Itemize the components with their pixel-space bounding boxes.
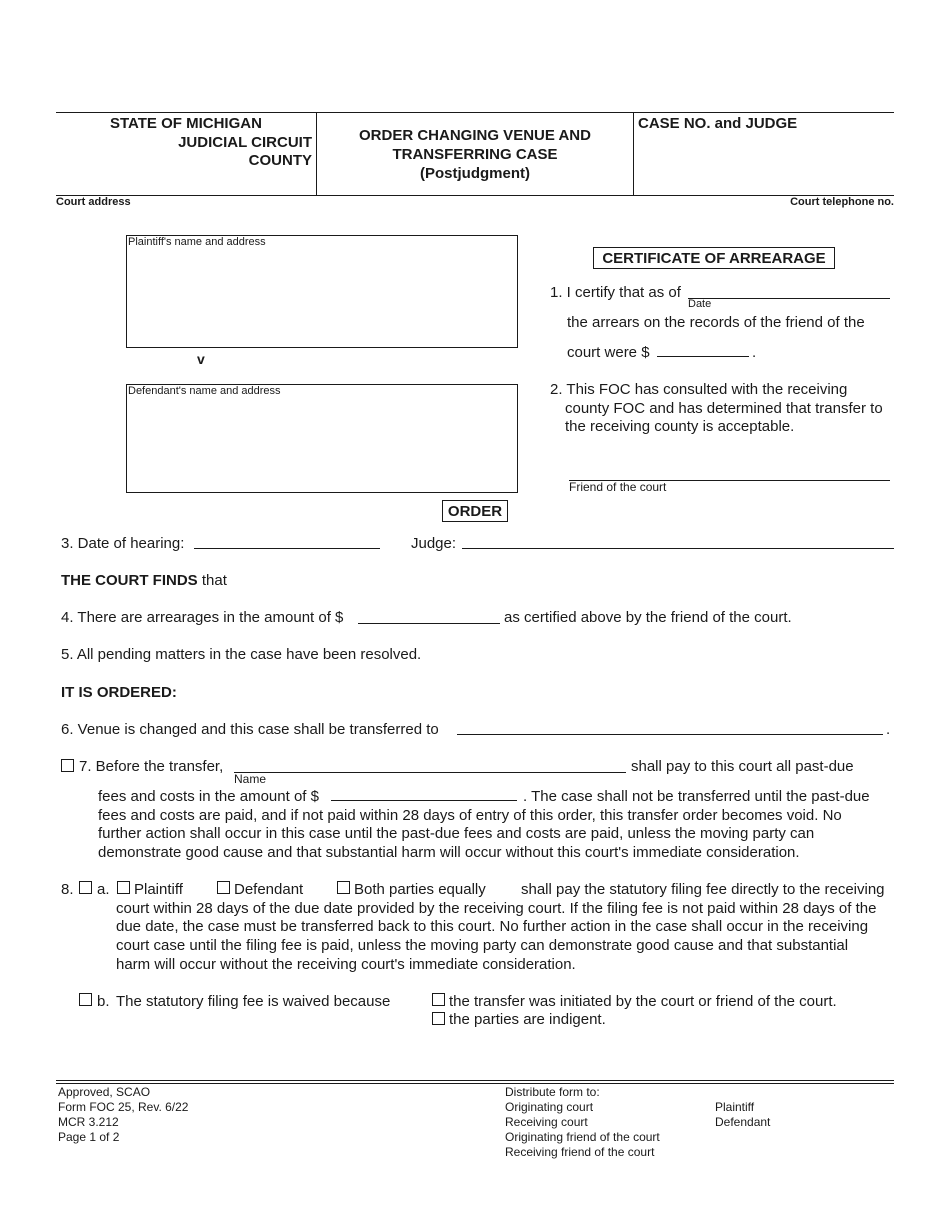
court-finds-heading <box>61 571 227 590</box>
item8b-court-initiated-checkbox[interactable] <box>432 993 445 1006</box>
cert-item1-period: . <box>752 344 757 361</box>
cert-date-label: Date <box>688 298 712 310</box>
item7-line-fees: fees and costs in the amount of $ <box>98 788 319 805</box>
footer-rule-top <box>56 1080 894 1081</box>
form-title <box>317 126 633 183</box>
footer-distribution-parties <box>715 1100 770 1130</box>
item8a-text: shall pay the statutory filing fee directly to the receiving <box>521 881 885 898</box>
item3-hearing-label: 3. Date of hearing: <box>61 535 185 552</box>
item4-text-end: as certified above by the friend of the court. <box>504 609 792 626</box>
item8a-defendant-checkbox[interactable] <box>217 881 230 894</box>
footer-distribution-list <box>505 1085 660 1160</box>
item8a-both-parties-checkbox[interactable] <box>337 881 350 894</box>
footer-distribute-title: Distribute form to: <box>505 1085 600 1099</box>
cert-item2-line3: the receiving county is acceptable. <box>565 418 795 435</box>
item8b-label: b. <box>97 993 110 1010</box>
cert-item1-line2: the arrears on the records of the friend of the <box>567 314 865 331</box>
item7-name-field[interactable] <box>234 772 626 773</box>
plaintiff-name-address-field[interactable] <box>126 235 518 348</box>
item3-judge-label: Judge: <box>411 535 457 552</box>
court-finds-bold: THE COURT FINDS <box>61 572 198 589</box>
item8b-indigent-label: the parties are indigent. <box>449 1011 606 1028</box>
arrearage-amount-field[interactable] <box>358 623 500 624</box>
footer-page-number: Page 1 of 2 <box>58 1130 120 1144</box>
form-title-line2: TRANSFERRING CASE <box>392 146 558 163</box>
item7-line4: demonstrate good cause and that substantial harm will occur without this court's immediate consideration. <box>98 844 800 861</box>
past-due-fees-amount-field[interactable] <box>331 800 517 801</box>
form-title-line3: (Postjudgment) <box>420 165 530 182</box>
defendant-name-address-field[interactable] <box>126 384 518 493</box>
footer-mcr: MCR 3.212 <box>58 1115 119 1129</box>
footer-form-number: Form FOC 25, Rev. 6/22 <box>58 1100 189 1114</box>
judicial-circuit-label: JUDICIAL CIRCUIT <box>178 134 312 151</box>
item4-text: 4. There are arrearages in the amount of $ <box>61 609 344 626</box>
item7-name-label: Name <box>234 772 267 786</box>
footer-approved: Approved, SCAO <box>58 1085 151 1099</box>
footer-dist-receiving-court: Receiving court <box>505 1115 588 1129</box>
item6-text: 6. Venue is changed and this case shall be transferred to <box>61 721 439 738</box>
cert-item1-line3: court were $ <box>567 344 650 361</box>
order-title: ORDER <box>447 503 503 520</box>
item8a-line3: due date, the case must be transferred back to this court. No further action in the case shall occur in the receiving <box>116 918 869 935</box>
item7-line2: fees and costs are paid, and if not paid within 28 days of entry of this order, this transfer order becomes void. No <box>98 807 842 824</box>
item8b-checkbox[interactable] <box>79 993 92 1006</box>
state-name: STATE OF MICHIGAN <box>110 115 262 132</box>
item8a-plaintiff-checkbox[interactable] <box>117 881 130 894</box>
footer-rule-bottom <box>56 1083 894 1084</box>
court-address-label: Court address <box>56 196 131 208</box>
cert-item2-line1: 2. This FOC has consulted with the receiving <box>550 381 848 398</box>
court-finds-rest: that <box>197 572 227 589</box>
certificate-title: CERTIFICATE OF ARREARAGE <box>602 250 826 267</box>
footer-dist-receiving-foc: Receiving friend of the court <box>505 1145 655 1159</box>
header-bottom-rule <box>56 195 894 196</box>
item7-line3: further action shall occur in this case until the past-due fees and costs are paid, unless the moving party can <box>98 825 815 842</box>
item7-text: 7. Before the transfer, <box>79 758 224 775</box>
item8b-indigent-checkbox[interactable] <box>432 1012 445 1025</box>
footer-dist-originating-court: Originating court <box>505 1100 594 1114</box>
county-label: COUNTY <box>248 152 312 169</box>
item5-text: 5. All pending matters in the case have been resolved. <box>61 646 422 663</box>
item7-checkbox[interactable] <box>61 759 74 772</box>
item8a-defendant-label: Defendant <box>234 881 304 898</box>
item8-number: 8. <box>61 881 74 898</box>
judge-field[interactable] <box>462 548 894 549</box>
cert-date-field[interactable] <box>688 298 890 299</box>
plaintiff-field-label: Plaintiff's name and address <box>128 236 266 248</box>
versus-label: v <box>197 351 205 367</box>
cert-item2-line2: county FOC and has determined that transfer to <box>565 400 883 417</box>
item7-line-fees-end: . The case shall not be transferred until the past-due <box>523 788 870 805</box>
certificate-title-box <box>593 247 835 269</box>
case-no-judge-label: CASE NO. and JUDGE <box>638 115 798 132</box>
item8a-plaintiff-label: Plaintiff <box>134 881 183 898</box>
footer-dist-originating-foc: Originating friend of the court <box>505 1130 660 1144</box>
header-divider-right <box>633 112 634 196</box>
item6-period: . <box>886 721 891 738</box>
item8a-both-parties-label: Both parties equally <box>354 881 486 898</box>
it-is-ordered-heading: IT IS ORDERED: <box>61 684 177 701</box>
cert-item1-text: 1. I certify that as of <box>550 284 681 301</box>
footer-dist-plaintiff: Plaintiff <box>715 1100 755 1114</box>
item8a-line2: court within 28 days of the due date provided by the receiving court. If the filing fee is not paid within 28 days of the <box>116 900 877 917</box>
item7-text-2: shall pay to this court all past-due <box>631 758 854 775</box>
header-top-rule <box>56 112 894 113</box>
court-telephone-label: Court telephone no. <box>790 196 894 208</box>
foc-signature-label: Friend of the court <box>569 480 667 494</box>
item8a-line4: court case until the filing fee is paid, unless the moving party can demonstrate good cause and that substantial <box>116 937 849 954</box>
order-title-box <box>442 500 508 522</box>
footer-dist-defendant: Defendant <box>715 1115 771 1129</box>
item8a-label: a. <box>97 881 110 898</box>
hearing-date-field[interactable] <box>194 548 380 549</box>
transfer-to-county-field[interactable] <box>457 734 883 735</box>
item8b-court-initiated-label: the transfer was initiated by the court or friend of the court. <box>449 993 837 1010</box>
item8a-checkbox[interactable] <box>79 881 92 894</box>
form-title-line1: ORDER CHANGING VENUE AND <box>359 127 591 144</box>
cert-arrears-amount-field[interactable] <box>657 356 749 357</box>
item8b-text: The statutory filing fee is waived because <box>116 993 391 1010</box>
footer-form-info <box>58 1085 188 1145</box>
item8a-line5: harm will occur without the receiving court's immediate consideration. <box>116 956 576 973</box>
defendant-field-label: Defendant's name and address <box>128 385 281 397</box>
